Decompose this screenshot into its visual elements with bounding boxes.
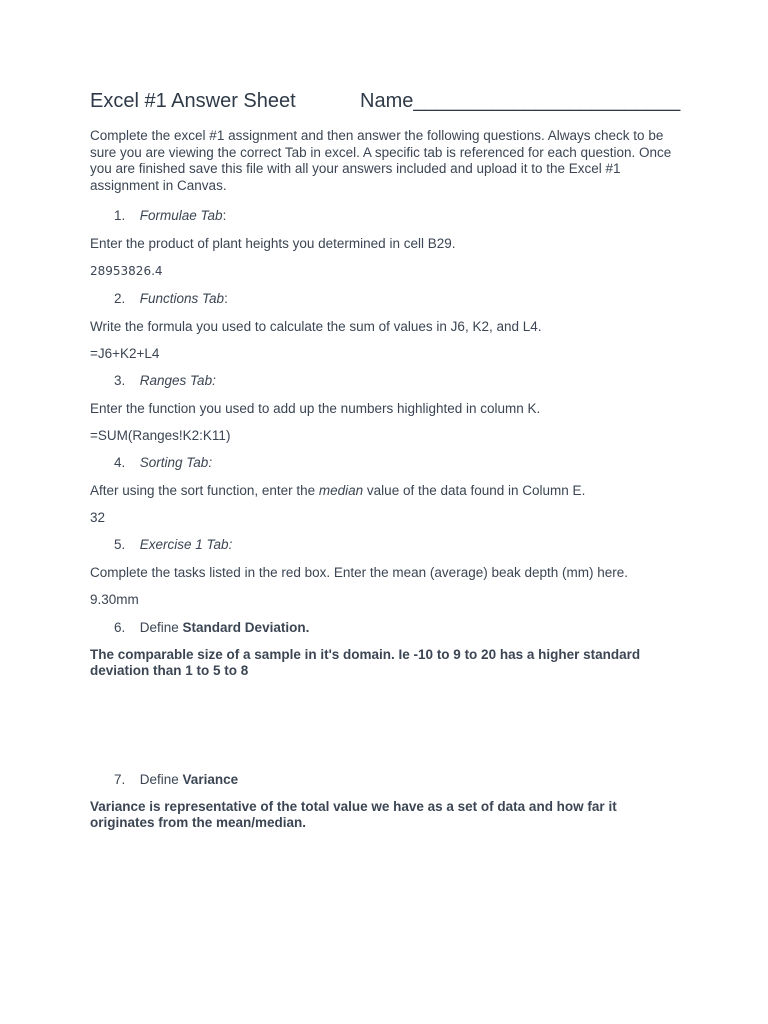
question-1-prompt: Enter the product of plant heights you determined in cell B29.: [90, 236, 456, 251]
question-5-answer: 9.30mm: [90, 592, 139, 607]
question-suffix: :: [224, 291, 228, 306]
question-number: 6.: [114, 620, 126, 635]
question-2-heading: [114, 291, 228, 306]
intro-paragraph: Complete the excel #1 assignment and then answer the following questions. Always check to be sure you are viewing the correct Tab in excel. A specific tab is referenced for each question. Once you are finished save this file with all your answers included and upload it to the Excel #1 assignment in Canvas.: [90, 128, 672, 193]
page-title: Excel #1 Answer Sheet: [90, 90, 296, 112]
question-number: 3.: [114, 373, 126, 388]
title-row: [90, 90, 680, 113]
question-6-heading: [114, 620, 309, 635]
question-1-answer: 28953826.4: [90, 264, 163, 278]
question-3-answer: =SUM(Ranges!K2:K11): [90, 428, 231, 443]
question-5-prompt: Complete the tasks listed in the red box. Enter the mean (average) beak depth (mm) here.: [90, 565, 629, 580]
question-4-answer: 32: [90, 510, 106, 525]
question-label: Ranges Tab:: [139, 373, 216, 388]
question-prefix: Define: [139, 620, 183, 635]
question-7-answer: Variance is representative of the total value we have as a set of data and how far it originates from the mean/median.: [90, 799, 617, 830]
question-6-answer: The comparable size of a sample in it's domain. Ie -10 to 9 to 20 has a higher standard deviation than 1 to 5 to 8: [90, 647, 641, 678]
prompt-text: value of the data found in Column E.: [363, 483, 586, 498]
question-number: 1.: [114, 208, 126, 223]
question-4-heading: [114, 455, 212, 470]
question-4-prompt: [90, 483, 585, 498]
question-number: 2.: [114, 291, 126, 306]
question-label: Formulae Tab: [139, 208, 223, 223]
question-label: Functions Tab: [139, 291, 225, 306]
question-7-heading: [114, 772, 238, 787]
question-2-answer: =J6+K2+L4: [90, 346, 160, 361]
question-suffix: :: [222, 208, 227, 223]
question-label: Exercise 1 Tab:: [139, 537, 233, 552]
question-term: Standard Deviation.: [182, 620, 310, 635]
question-label: Sorting Tab:: [139, 455, 213, 470]
name-field: Name________________________: [360, 90, 681, 112]
question-prefix: Define: [139, 772, 183, 787]
question-number: 4.: [114, 455, 126, 470]
question-term: Variance: [182, 772, 239, 787]
prompt-emphasis: median: [318, 483, 364, 498]
question-number: 7.: [114, 772, 126, 787]
question-5-heading: [114, 537, 232, 552]
question-2-prompt: Write the formula you used to calculate the sum of values in J6, K2, and L4.: [90, 319, 542, 334]
question-3-prompt: Enter the function you used to add up the numbers highlighted in column K.: [90, 401, 541, 416]
question-1-heading: [114, 208, 226, 223]
prompt-text: After using the sort function, enter the: [90, 483, 319, 498]
question-3-heading: [114, 373, 216, 388]
question-number: 5.: [114, 537, 126, 552]
